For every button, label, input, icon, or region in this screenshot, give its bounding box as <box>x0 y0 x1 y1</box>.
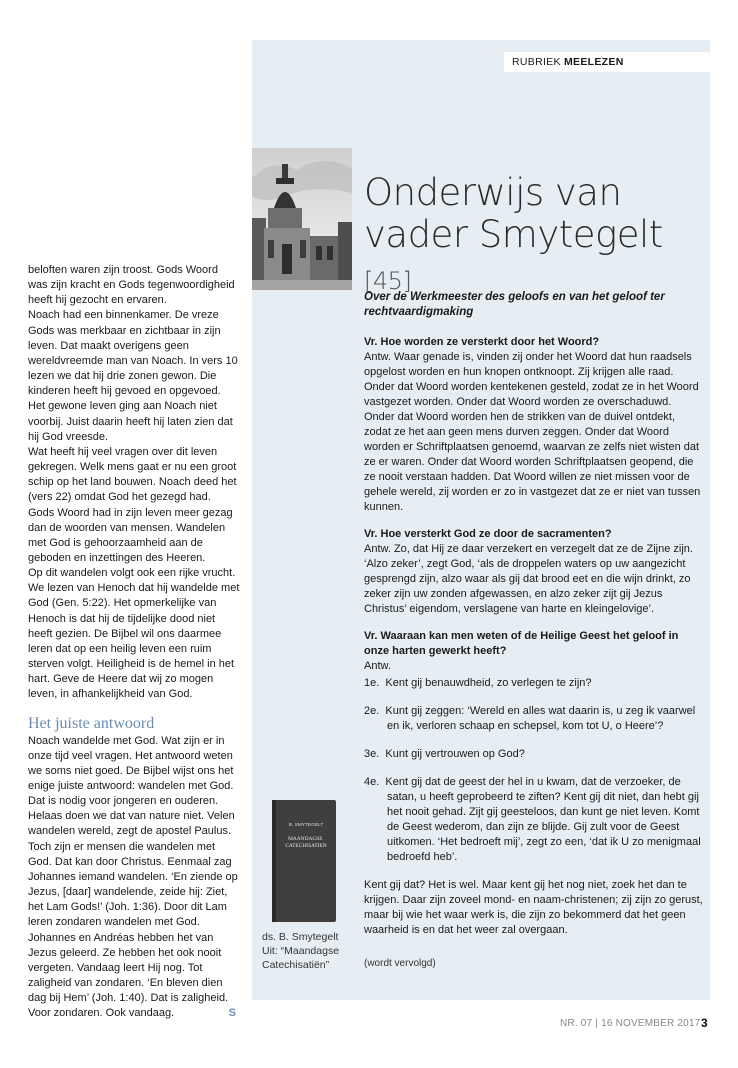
title-line-1: Onderwijs van <box>364 171 622 214</box>
to-be-continued: (wordt vervolgd) <box>364 958 436 969</box>
main-article <box>364 335 704 950</box>
left-paragraph: Wat heeft hij veel vragen over dit leven gekregen. Welk mens gaat er nu een groot schip op het land bouwen. Noach deed het (vers 22) omdat God het gezegd had. Gods Woord had in zijn leven meer gezag dan de woorden van mensen. Wandelen met God is gehoorzaamheid aan de geboden en inzettingen des Heeren. <box>28 445 237 564</box>
left-heading: Het juiste antwoord <box>28 714 155 732</box>
list-item-text: Kent gij benauwdheid, zo verlegen te zijn? <box>385 677 592 689</box>
question-3: Vr. Waaraan kan men weten of de Heilige Geest het geloof in onze harten gewerkt heeft? <box>364 630 679 657</box>
book-title-line: CATECHISATIEN <box>285 843 327 849</box>
page-number: 3 <box>701 1016 708 1030</box>
question-2: Vr. Hoe versterkt God ze door de sacramenten? <box>364 528 612 540</box>
caption-line-1: ds. B. Smytegelt <box>262 931 339 943</box>
answer-2: Antw. Zo, dat Hij ze daar verzekert en verzegelt dat ze de Zijne zijn. ‘Alzo zeker’, zegt God, ‘als de droppelen waters op uw aangezicht gesprengd zijn, alzo waar als gij dat brood eet en die wijn drinkt, zo zeker zijn uw zonden afgewassen, en alzo zeker zijt gij Jezus Christus’ eigendom, verslagene van harte en kleingelovige’. <box>364 543 693 615</box>
section-1 <box>364 335 704 515</box>
left-paragraph-text: Noach wandelde met God. Wat zijn er in onze tijd veel vragen. Het antwoord weten we soms niet goed. De Bijbel wijst ons het enige juiste antwoord: wandelen met God. Dat is nodig voor jongeren en ouderen. Helaas doen we dat van nature niet. Velen wandelen wereld, zegt de apostel Paulus. Toch zijn er mensen die wandelen met God. Dat kan door Christus. Eenmaal zag Johannes iemand wandelen. ‘En ziende op Jezus, [daar] wandelende, zeide hij: Ziet, het Lam Gods!’ (Joh. 1:36). Door dit Lam leren zondaren wandelen met God. Johannes en Andréas hebben het van Jezus geleerd. Ze hebben het ook nooit vergeten. Vandaag leert Hij nog. Tot zaligheid van zondaren. ‘En bleven dien dag bij Hem’ (Joh. 1:40). Dat is zaligheid. Voor zondaren. Ook vandaag. <box>28 734 238 1020</box>
caption-line-2: Uit: “Maandagse Catechisatiën” <box>262 945 340 971</box>
list-item-text: Kunt gij vertrouwen op God? <box>385 748 525 760</box>
left-column <box>28 263 240 1022</box>
section-label <box>504 52 710 72</box>
book-title <box>285 836 326 849</box>
article-title <box>364 172 704 302</box>
end-mark-icon: S <box>228 1007 236 1020</box>
left-paragraph: Op dit wandelen volgt ook een rijke vrucht. We lezen van Henoch dat hij wandelde met God (Gen. 5:22). Het opmerkelijke van Henoch is dat hij de tijdelijke dood niet heeft gezien. De Bijbel wil ons daarmee leren dat op een heilig leven een ruim sterven volgt. Heiligheid is de hemel in het hart. Geve de Heere dat wij zo mogen leven, in afhankelijkheid van God. <box>28 567 240 701</box>
left-paragraph: Noach had een binnenkamer. De vreze Gods was merkbaar en zichtbaar in zijn leven. Dat maakt overigens geen wereldvreemde man van Noach. In vers 10 lezen we dat hij drie zonen gewon. Die kinderen heeft hij gevoed en opgevoed. Het gewone leven ging aan Noach niet voorbij. Juist daarin heeft hij laten zien dat hij God vreesde. <box>28 309 238 443</box>
book-author: B. SMYTEGELT <box>288 823 324 828</box>
list-item <box>364 676 704 691</box>
book-title-line: MAANDAGSE <box>288 836 323 842</box>
list-item-number: 2e. <box>364 705 380 717</box>
issue-footer: NR. 07 | 16 NOVEMBER 2017 <box>560 1018 701 1029</box>
list-item <box>364 747 704 762</box>
list-item-number: 4e. <box>364 776 380 788</box>
title-line-2: vader Smytegelt <box>364 213 663 256</box>
section-3 <box>364 629 704 674</box>
section-2 <box>364 527 704 617</box>
question-1: Vr. Hoe worden ze versterkt door het Woord? <box>364 336 600 348</box>
list-item <box>364 704 704 734</box>
left-paragraph <box>28 734 240 1022</box>
answer-1: Antw. Waar genade is, vinden zij onder het Woord dat hun raadsels opgelost worden en hun knopen ontknoopt. Zij krijgen alle raad. Onder dat Woord worden kentekenen gesteld, zodat ze in het Woord vastgezet worden. Onder dat Woord worden ze overschaduwd. Onder dat Woord worden hen de strikken van de duivel ontdekt, zodat ze het aan geen mens durven zeggen. Onder dat Woord worden er Schriftplaatsen genoemd, waarvan ze zelfs niet wisten dat ze er waren. Onder dat Woord worden Schriftplaatsen geopend, die ze nooit verstaan hadden. Dat Woord willen ze niet missen voor de gehele wereld, zij worden er zo in vastgezet dat ze er niet van tussen kunnen. <box>364 351 701 513</box>
list-item-text: Kunt gij zeggen: ‘Wereld en alles wat daarin is, u zeg ik vaarwel en ik, verloren schaap en schepsel, kom tot U, o Heere’? <box>385 705 696 732</box>
list-item-number: 3e. <box>364 748 380 760</box>
list-item-text: Kent gij dat de geest der hel in u kwam, dat de verzoeker, de satan, u heeft geprobeerd te ziften? Kent gij dit niet, dan hebt gij het nooit gehad. Zijt gij geesteloos, dan kunt ge niet leven. Komt de Geest wederom, dan zijn ze blijde. Gij zult voor de Geest uitkomen. ‘Het bedroeft mij’, zegt zo een, ‘dat ik U zo menigmaal bedroefd heb’. <box>385 776 701 863</box>
section-label-prefix: RUBRIEK <box>512 56 561 68</box>
subheading: Over de Werkmeester des geloofs en van het geloof ter rechtvaardigmaking <box>364 291 665 318</box>
book-cover-image <box>272 800 336 922</box>
closing-paragraph: Kent gij dat? Het is wel. Maar kent gij het nog niet, zoek het dan te krijgen. Daar zijn zoveel mond- en naam-christenen; zij zijn zo gerust, maar bij wie het waar werk is, die zijn zo bekommerd dat het geen waarheid is en dat het weer zal overgaan. <box>364 879 703 936</box>
series-number: [45] <box>364 267 412 295</box>
list-item <box>364 775 704 865</box>
section-label-name: MEELEZEN <box>564 56 624 68</box>
image-caption <box>262 930 352 972</box>
left-paragraph: beloften waren zijn troost. Gods Woord was zijn kracht en Gods tegenwoordigheid heeft hij gezocht en ervaren. <box>28 264 235 307</box>
church-image <box>252 148 352 290</box>
answer-3-label: Antw. <box>364 660 391 672</box>
list-item-number: 1e. <box>364 677 380 689</box>
